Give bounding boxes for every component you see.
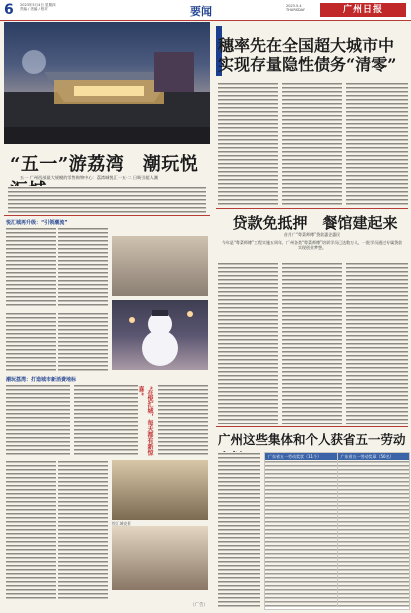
shop-photo	[112, 526, 208, 590]
section1-title: 悦汇城再升级：“引领潮流”	[6, 220, 68, 226]
divider	[216, 426, 408, 427]
text-column	[282, 262, 342, 424]
masthead	[0, 0, 411, 21]
table-body	[338, 460, 410, 607]
text-column	[6, 384, 70, 456]
text-column	[58, 312, 108, 372]
mall-night-photo	[4, 22, 210, 144]
text-column	[218, 82, 278, 206]
section2-title: 潮玩荔湾：打造城市新消费地标	[6, 377, 77, 383]
divider	[216, 208, 408, 209]
left-subheadline: 五一 广州西部最大规模的零售购物中心：荔湾城悦汇一五·二 日吸引超人潮	[20, 175, 158, 180]
text-column	[6, 312, 56, 372]
lead-paragraph	[8, 186, 206, 214]
text-column	[346, 262, 408, 424]
text-column	[282, 82, 342, 206]
vertical-quote: “在悦汇城，每天都有新惊喜”	[137, 386, 153, 456]
loan-intro: 今年是“粤菜师傅”工程实施五周年，广州各类“粤菜师傅”培训学员已达数万人，一批学员通过专属贷款实现创业梦想。	[221, 240, 403, 250]
table-body	[265, 460, 337, 607]
ad-tag: （广告）	[190, 603, 208, 608]
text-column	[58, 460, 108, 600]
loan-headline: 贷款免抵押 餐馆建起来	[232, 214, 398, 232]
divider	[4, 215, 210, 216]
section-title: 要闻	[190, 5, 212, 18]
restaurant-photo	[112, 460, 208, 520]
table-header: 广东省五一劳动奖章（50名）	[338, 453, 410, 460]
text-column	[74, 384, 138, 456]
masthead-date: 2023年5月4日 星期四 责编 / 美编 / 校对	[20, 3, 56, 12]
masthead-right-date: 2023.5.4 THURSDAY	[286, 4, 305, 13]
loan-subheadline: 首月广“粤菜师傅”贷款惠企惠民	[283, 232, 341, 237]
text-column	[218, 452, 260, 608]
text-column	[158, 384, 208, 456]
snowman-photo	[112, 300, 208, 370]
right-headline: 穗率先在全国超大城市中实现存量隐性债务“清零”	[218, 36, 397, 74]
interior-photo	[112, 236, 208, 296]
text-column	[6, 460, 56, 600]
photo-caption: 悦汇城夜景	[112, 521, 131, 526]
page-number: 6	[4, 2, 14, 18]
labor-headline: 广州这些集体和个人获省五一劳动	[218, 432, 406, 447]
table-header: 广东省五一劳动奖状（11个）	[265, 453, 337, 460]
left-headline: “五一”游荔湾 潮玩悦	[10, 154, 199, 175]
text-column	[6, 227, 56, 307]
text-column	[58, 227, 108, 307]
text-column	[346, 82, 408, 206]
newspaper-logo: 广州日报	[320, 3, 406, 17]
awards-table	[264, 452, 410, 610]
text-column	[218, 262, 278, 424]
